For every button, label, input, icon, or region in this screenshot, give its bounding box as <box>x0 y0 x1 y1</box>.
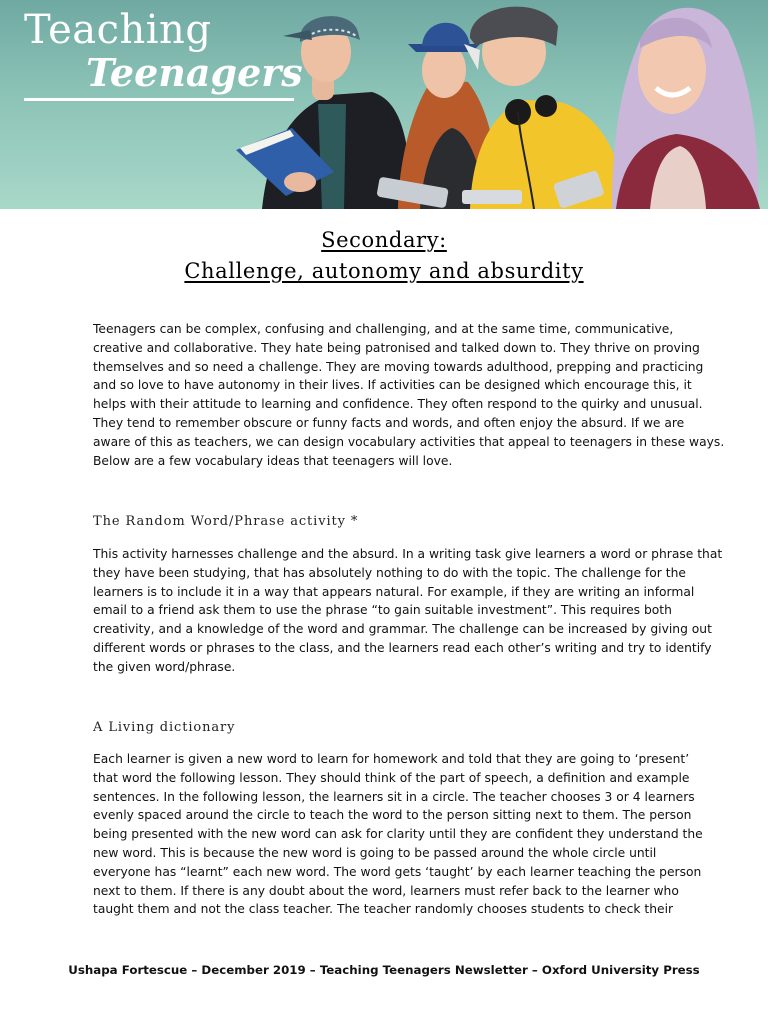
text-line: Below are a few vocabulary ideas that teenagers will love. <box>93 453 453 468</box>
page-footer: Ushapa Fortescue – December 2019 – Teaching Teenagers Newsletter – Oxford University Press <box>68 963 700 977</box>
text-line: email to a friend ask them to use the phrase “to gain suitable investment”. This requires both <box>93 603 672 618</box>
text-line: This activity harnesses challenge and the absurd. In a writing task give learners a word or phrase that <box>93 547 723 561</box>
brand-line-teenagers: Teenagers <box>86 50 303 95</box>
text-line: themselves and so need a challenge. They are moving towards adulthood, prepping and practicing <box>93 359 704 374</box>
text-line: helps with their attitude to learning and confidence. They often respond to the quirky and unusual. <box>93 397 703 412</box>
text-line: being presented with the new word can ask for clarity until they are confident they understand the <box>93 827 703 842</box>
text-line: They tend to remember obscure or funny facts and words, and often enjoy the absurd. If we are <box>93 415 685 430</box>
header-banner <box>0 0 768 209</box>
brand-logo <box>24 8 303 101</box>
text-line: everyone has “learnt” each new word. The word gets ‘taught’ by each learner teaching the person <box>93 864 702 879</box>
text-line: different words or phrases to the class, and the learners read each other’s writing and try to identify <box>93 640 712 655</box>
living-dictionary-paragraph <box>93 750 703 919</box>
text-line: Each learner is given a new word to learn for homework and told that they are going to ‘present’ <box>93 752 690 766</box>
text-line: next to them. If there is any doubt about the word, learners must refer back to the learner who <box>93 883 679 898</box>
page-title-line2: Challenge, autonomy and absurdity <box>184 259 584 283</box>
text-line: aware of this as teachers, we can design vocabulary activities that appeal to teenagers in these ways. <box>93 434 725 449</box>
brand-underline <box>24 98 294 101</box>
section-heading-living-dictionary: A Living dictionary <box>93 720 236 735</box>
text-line: that word the following lesson. They should think of the part of speech, a definition and example <box>93 770 690 785</box>
text-line: they have been studying, that has absolutely nothing to do with the topic. The challenge for the <box>93 565 686 580</box>
section-heading-random-word: The Random Word/Phrase activity * <box>93 514 359 529</box>
text-line: and so love to have autonomy in their lives. If activities can be designed which encourage this, it <box>93 378 692 393</box>
text-line: creative and collaborative. They hate being patronised and talked down to. They thrive on proving <box>93 340 700 355</box>
text-line: the given word/phrase. <box>93 659 236 674</box>
text-line: learners is to include it in a way that appears natural. For example, if they are writing an informal <box>93 584 695 599</box>
text-line: Teenagers can be complex, confusing and challenging, and at the same time, communicative, <box>93 322 674 336</box>
text-line: taught them and not the class teacher. The teacher randomly chooses students to check their <box>93 902 674 917</box>
page-title-line1: Secondary: <box>321 228 447 252</box>
text-line: evenly spaced around the circle to teach the word to the person sitting next to them. The person <box>93 808 692 823</box>
text-line: creativity, and a knowledge of the word and grammar. The challenge can be increased by giving out <box>93 622 712 637</box>
brand-line-teaching: Teaching <box>24 7 212 53</box>
intro-paragraph <box>93 320 725 470</box>
random-word-paragraph <box>93 545 723 677</box>
text-line: new word. This is because the new word is going to be passed around the whole circle until <box>93 845 657 860</box>
text-line: sentences. In the following lesson, the learners sit in a circle. The teacher chooses 3 or 4 learners <box>93 789 695 804</box>
